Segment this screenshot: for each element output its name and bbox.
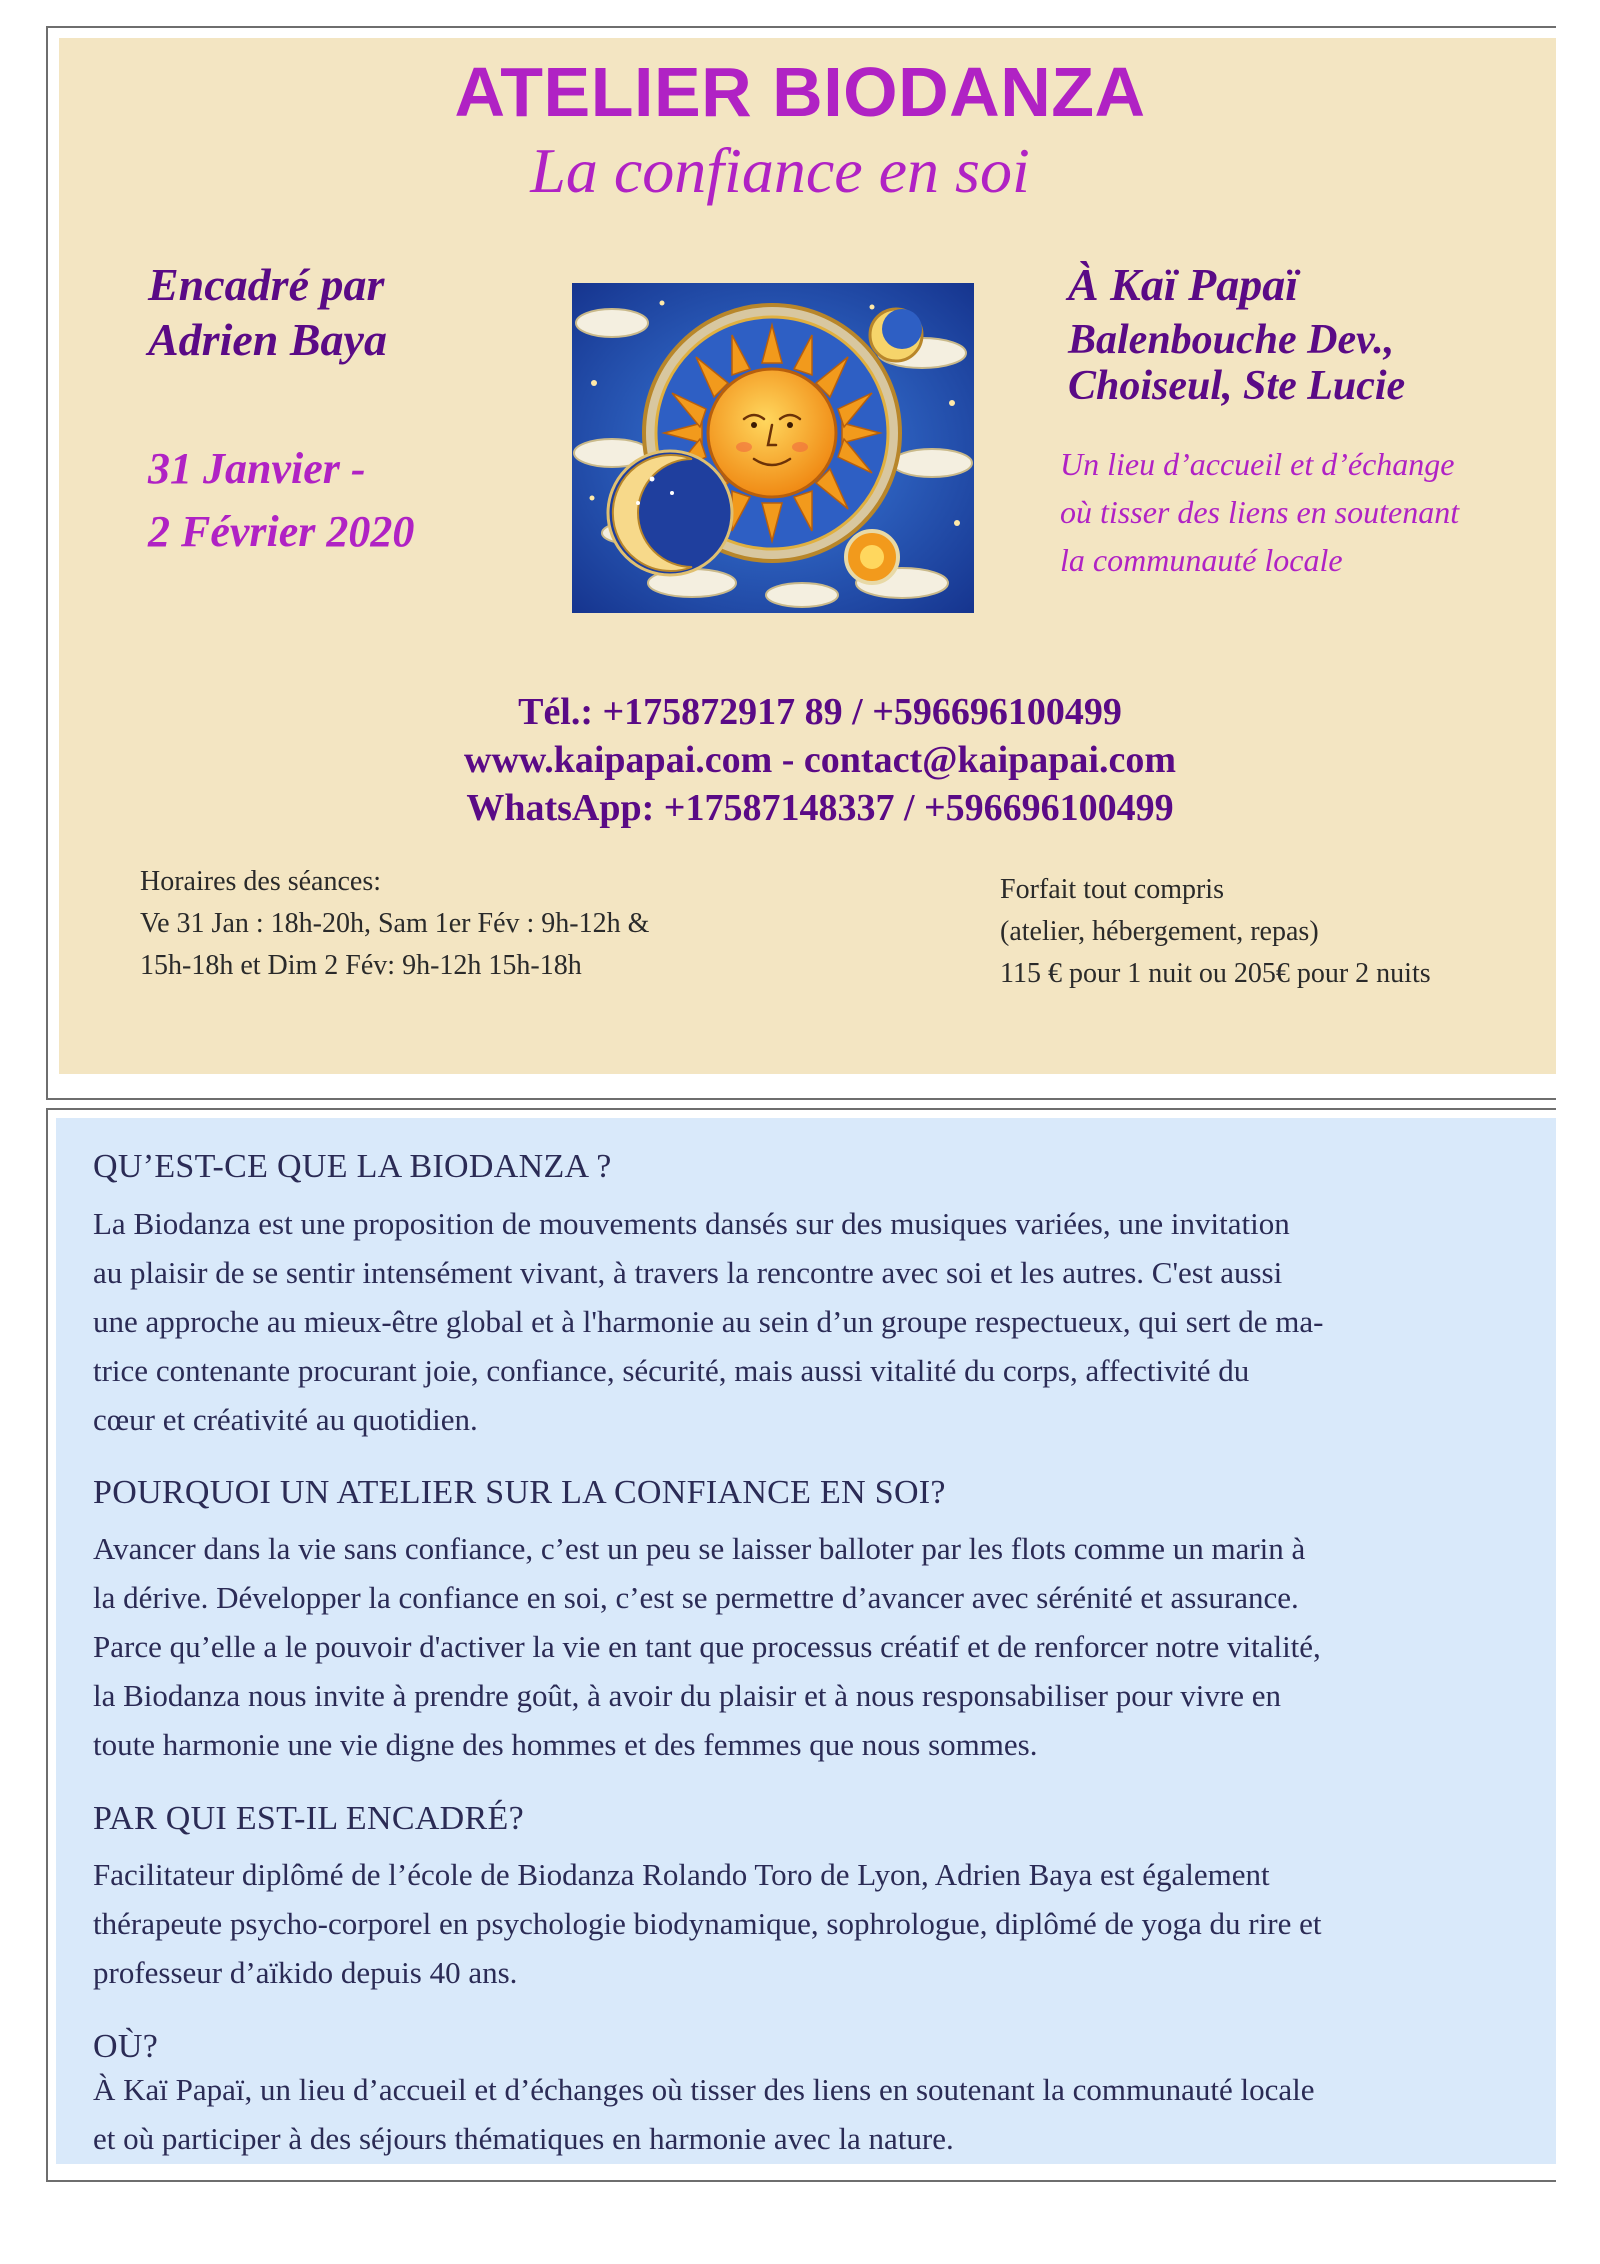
- flyer-subtitle: La confiance en soi: [530, 135, 1030, 206]
- section-text-line: professeur d’aïkido depuis 40 ans.: [93, 1955, 518, 1990]
- contact-web-email: www.kaipapai.com - contact@kaipapai.com: [464, 739, 1176, 781]
- section-text-line: toute harmonie une vie digne des hommes et des femmes que nous sommes.: [93, 1727, 1038, 1762]
- section-text-line: Avancer dans la vie sans confiance, c’est un peu se laisser balloter par les flots comme un marin à: [93, 1531, 1306, 1566]
- venue-description-line: où tisser des liens en soutenant: [1060, 494, 1460, 530]
- section-heading: OÙ?: [93, 2028, 159, 2065]
- schedule-line: Ve 31 Jan : 18h-20h, Sam 1er Fév : 9h-12h &: [140, 908, 650, 939]
- date-start: 31 Janvier -: [148, 444, 366, 493]
- sun-moon-picture: [572, 283, 974, 613]
- host-label: Encadré par: [148, 259, 385, 310]
- venue-description-line: la communauté locale: [1060, 542, 1343, 578]
- date-end: 2 Février 2020: [148, 507, 415, 556]
- venue-name: À Kaï Papaï: [1068, 259, 1299, 310]
- section-text-line: La Biodanza est une proposition de mouvements dansés sur des musiques variées, une invitation: [93, 1206, 1290, 1241]
- section-text-line: trice contenante procurant joie, confiance, sécurité, mais aussi vitalité du corps, affectivité du: [93, 1353, 1250, 1388]
- section-heading: QU’EST-CE QUE LA BIODANZA ?: [93, 1148, 612, 1185]
- section-heading: POURQUOI UN ATELIER SUR LA CONFIANCE EN SOI?: [93, 1474, 946, 1511]
- pricing-line: (atelier, hébergement, repas): [1000, 916, 1319, 947]
- section-text-line: la Biodanza nous invite à prendre goût, à avoir du plaisir et à nous responsabiliser pour vivre en: [93, 1678, 1282, 1713]
- contact-whatsapp: WhatsApp: +17587148337 / +596696100499: [466, 787, 1174, 829]
- section-text-line: une approche au mieux-être global et à l'harmonie au sein d’un groupe respectueux, qui sert de ma-: [93, 1304, 1324, 1339]
- schedule-line: Horaires des séances:: [140, 866, 382, 897]
- host-name: Adrien Baya: [148, 314, 387, 365]
- flyer-title: ATELIER BIODANZA: [454, 53, 1146, 131]
- section-text-line: À Kaï Papaï, un lieu d’accueil et d’échanges où tisser des liens en soutenant la communauté locale: [93, 2072, 1315, 2107]
- section-text-line: au plaisir de se sentir intensément vivant, à travers la rencontre avec soi et les autres. C'est aussi: [93, 1255, 1283, 1290]
- schedule-line: 15h-18h et Dim 2 Fév: 9h-12h 15h-18h: [140, 950, 582, 981]
- pricing-line: Forfait tout compris: [1000, 874, 1224, 905]
- section-text-line: Parce qu’elle a le pouvoir d'activer la vie en tant que processus créatif et de renforcer notre vitalité,: [93, 1629, 1321, 1664]
- section-text-line: thérapeute psycho-corporel en psychologie biodynamique, sophrologue, diplômé de yoga du rire et: [93, 1906, 1322, 1941]
- section-heading: PAR QUI EST-IL ENCADRÉ?: [93, 1800, 524, 1837]
- pricing-line: 115 € pour 1 nuit ou 205€ pour 2 nuits: [1000, 958, 1431, 989]
- contact-phone: Tél.: +175872917 89 / +596696100499: [518, 691, 1122, 733]
- venue-address-line: Choiseul, Ste Lucie: [1068, 363, 1406, 409]
- section-text-line: Facilitateur diplômé de l’école de Biodanza Rolando Toro de Lyon, Adrien Baya est également: [93, 1857, 1270, 1892]
- venue-address-line: Balenbouche Dev.,: [1068, 317, 1395, 363]
- section-text-line: cœur et créativité au quotidien.: [93, 1402, 478, 1437]
- section-text-line: et où participer à des séjours thématiques en harmonie avec la nature.: [93, 2121, 954, 2156]
- section-text-line: la dérive. Développer la confiance en soi, c’est se permettre d’avancer avec sérénité et assurance.: [93, 1580, 1299, 1615]
- venue-description-line: Un lieu d’accueil et d’échange: [1060, 446, 1455, 482]
